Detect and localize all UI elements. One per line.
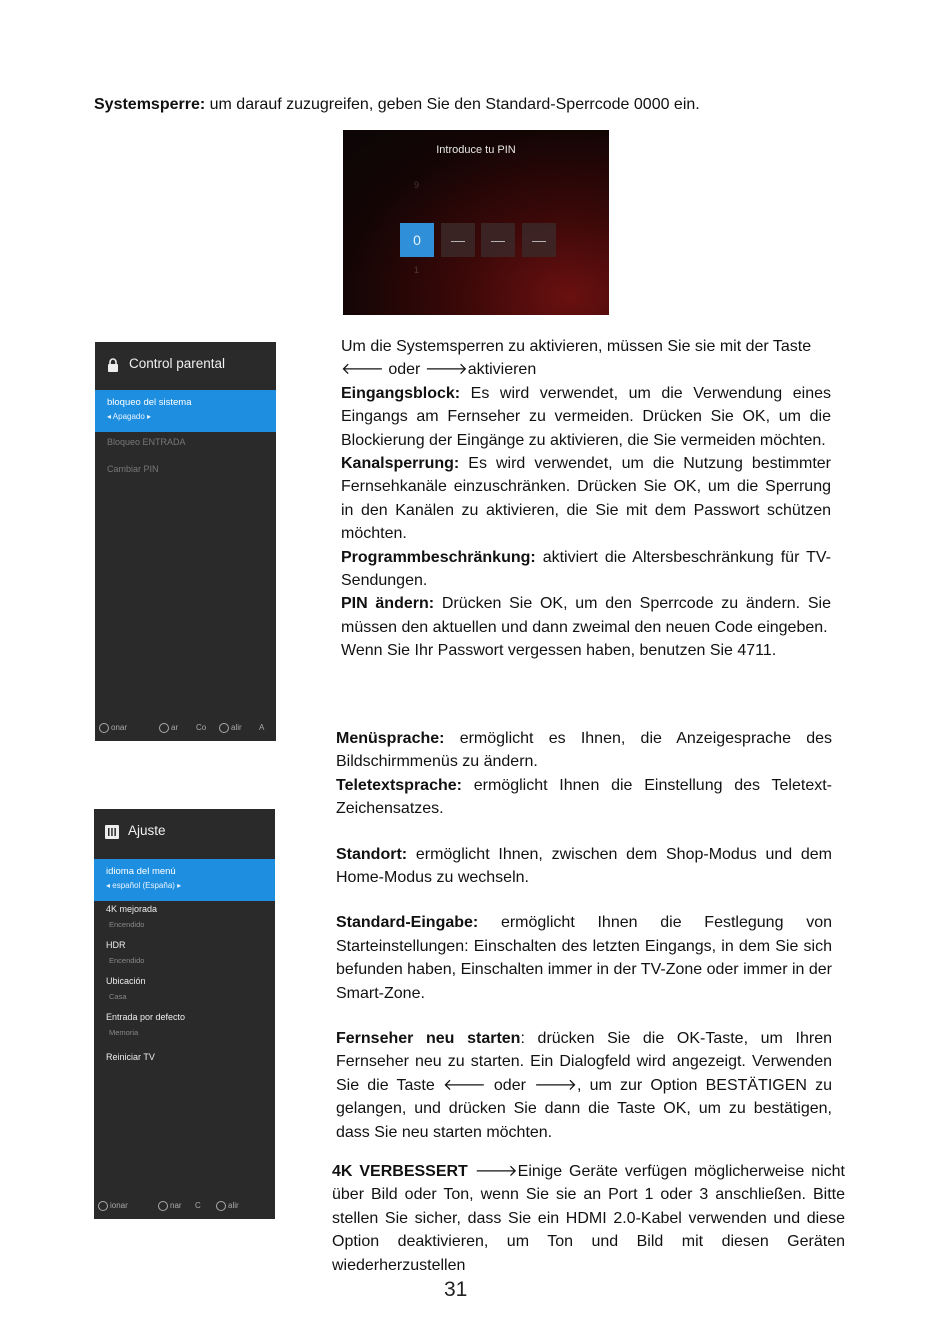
parental-selected-value: ◂ Apagado ▸: [107, 412, 152, 421]
channel-lock-label: Kanalsperrung:: [341, 455, 460, 473]
parental-menu-header: [95, 342, 276, 390]
settings-item-4k: 4K mejorada: [106, 904, 158, 914]
settings-value-location: Casa: [109, 992, 127, 1001]
lock-icon: [106, 358, 120, 372]
pin-digit-3: —: [481, 223, 515, 257]
nav-circle-icon: [98, 1201, 108, 1211]
location-label: Standort:: [336, 845, 408, 863]
back-circle-icon: [219, 723, 229, 733]
settings-item-location: Ubicación: [106, 976, 146, 986]
forgot-password-text: Wenn Sie Ihr Passwort vergessen haben, benutzen Sie 4711.: [341, 642, 777, 660]
ok-circle-icon: [159, 723, 169, 733]
settings-menu: [94, 809, 275, 1219]
parental-selected-label: bloqueo del sistema: [107, 397, 192, 408]
nav-circle-icon: [99, 723, 109, 733]
pin-digit-1: 0: [400, 223, 434, 257]
settings-footer-2: nar: [170, 1201, 182, 1210]
settings-menu-footer: [98, 1201, 270, 1213]
channel-lock-text: Es wird verwendet, um die Nutzung bestimmter Fernsehkanäle einzuschränken. Drücken Sie OK, um die Sperrung in den Kanälen zu aktivieren, die Sie mit dem Passwort schützen möchten.: [341, 455, 831, 543]
settings-footer-1: ionar: [110, 1201, 128, 1210]
change-pin-text: Drücken Sie OK, um den Sperrcode zu ändern. Sie müssen den aktuellen und dann zweimal den neuen Code eingeben.: [341, 595, 831, 636]
activate-line: Um die Systemsperren zu aktivieren, müssen Sie sie mit der Taste: [341, 338, 812, 355]
enhanced-4k-paragraph: [332, 1160, 845, 1277]
parental-selected-row: [95, 390, 276, 432]
settings-value-4k: Encendido: [109, 920, 145, 929]
restart-tv-text: : drücken Sie die OK-Taste, um Ihren Fernseher neu zu starten. Ein Dialogfeld wird angezeigt. Verwenden Sie die Taste 🡐 oder 🡒, um zur Option BESTÄTIGEN zu gelangen, und drücken Sie dann die Taste OK, um zu bestätigen, dass Sie neu starten möchten.: [336, 1030, 832, 1141]
parental-footer-1: onar: [111, 723, 128, 732]
activate-line-2b: 🡒aktivieren: [424, 361, 537, 379]
pin-entry-screenshot: [343, 130, 609, 315]
pin-wheel-above: 9: [414, 180, 420, 190]
intro-label: Systemsperre:: [94, 96, 206, 113]
parental-control-menu: [95, 342, 276, 741]
enhanced-4k-text: 🡒Einige Geräte verfügen möglicherweise nicht über Bild oder Ton, wenn Sie sie an Port 1 oder 3 anschließen. Bitte stellen Sie sicher, dass Sie ein HDMI 2.0-Kabel verwenden und diese Option deaktivieren, um Ton und Bild mit diesen Geräten wiederherzustellen: [332, 1163, 845, 1274]
menu-language-text: ermöglicht es Ihnen, die Anzeigesprache des Bildschirmmenüs zu ändern.: [336, 730, 832, 771]
settings-item-restart: Reiniciar TV: [106, 1052, 155, 1062]
parental-footer-3: Co: [196, 723, 207, 732]
restart-tv-label: Fernseher neu starten: [336, 1030, 521, 1048]
pin-wheel-below: 1: [414, 265, 420, 275]
parental-footer-5: A: [259, 723, 265, 732]
enhanced-4k-label: 4K VERBESSERT: [332, 1163, 468, 1180]
settings-sliders-icon: [105, 825, 119, 839]
pin-digit-4: —: [522, 223, 556, 257]
pin-digit-2: —: [441, 223, 475, 257]
program-restriction-label: Programmbeschränkung:: [341, 548, 536, 566]
teletext-language-label: Teletextsprache:: [336, 776, 462, 794]
settings-menu-title: Ajuste: [128, 823, 166, 838]
settings-selected-value: ◂ español (España) ▸: [106, 881, 182, 890]
menu-language-label: Menüsprache:: [336, 730, 445, 747]
parental-footer-2: ar: [171, 723, 179, 732]
parental-item-input-lock: Bloqueo ENTRADA: [107, 437, 186, 447]
input-lock-label: Eingangsblock:: [341, 384, 461, 402]
input-lock-text: Es wird verwendet, um die Verwendung eines Eingangs am Fernseher zu vermeiden. Drücken Sie OK, um die Blockierung der Eingänge zu aktivieren, die Sie vermeiden möchten.: [341, 384, 831, 449]
intro-text: um darauf zuzugreifen, geben Sie den Standard-Sperrcode 0000 ein.: [205, 96, 700, 113]
pin-title: Introduce tu PIN: [436, 144, 516, 156]
settings-item-hdr: HDR: [106, 940, 126, 950]
parental-menu-footer: [99, 723, 271, 735]
settings-value-default-input: Memoria: [109, 1028, 139, 1037]
page-number: 31: [444, 1278, 468, 1301]
parental-item-change-pin: Cambiar PIN: [107, 464, 159, 474]
program-restriction-text: aktiviert die Altersbeschränkung für TV-Sendungen.: [341, 548, 831, 590]
activate-line-2a: 🡐 oder: [341, 361, 425, 379]
change-pin-label: PIN ändern:: [341, 595, 435, 613]
settings-description: [336, 727, 832, 1144]
settings-menu-header: [94, 809, 275, 857]
settings-footer-3: C: [195, 1201, 201, 1210]
ok-circle-icon: [158, 1201, 168, 1211]
teletext-language-text: ermöglicht Ihnen die Einstellung des Teletext-Zeichensatzes.: [336, 776, 832, 818]
settings-selected-label: idioma del menú: [106, 866, 176, 877]
location-text: ermöglicht Ihnen, zwischen dem Shop-Modus und dem Home-Modus zu wechseln.: [336, 845, 832, 887]
parental-footer-4: alir: [231, 723, 242, 732]
intro-paragraph: [94, 93, 794, 116]
settings-footer-4: alir: [228, 1201, 239, 1210]
settings-value-hdr: Encendido: [109, 956, 145, 965]
parental-menu-title: Control parental: [129, 356, 226, 371]
default-input-text: ermöglicht Ihnen die Festlegung von Starteinstellungen: Einschalten des letzten Eingangs, in dem Sie sich befunden haben, Einschalten immer in der TV-Zone oder immer in der Smart-Zone.: [336, 914, 832, 1002]
lock-description: [341, 335, 831, 663]
settings-item-default-input: Entrada por defecto: [106, 1012, 186, 1022]
settings-selected-row: [94, 859, 275, 901]
default-input-label: Standard-Eingabe:: [336, 914, 479, 932]
back-circle-icon: [216, 1201, 226, 1211]
